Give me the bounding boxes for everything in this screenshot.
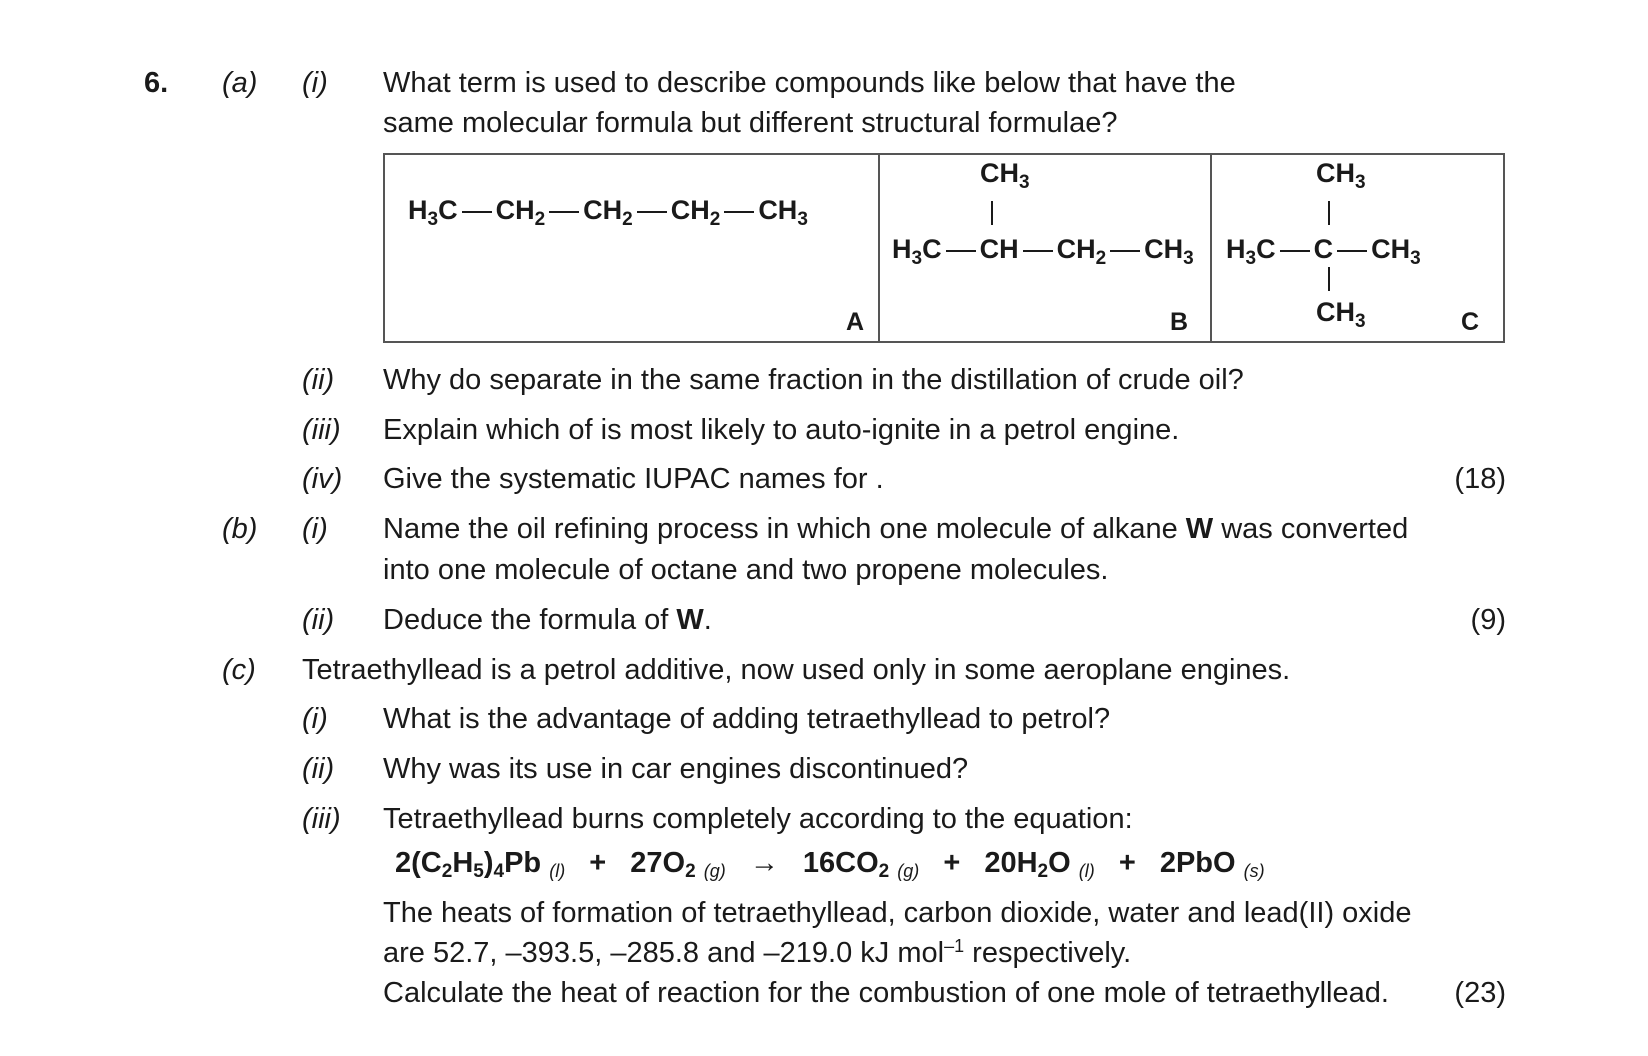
calculate-line: Calculate the heat of reaction for the combustion of one mole of tetraethyllead. [383,977,1389,1009]
heats-line-1: The heats of formation of tetraethyllead, carbon dioxide, water and lead(II) oxide [383,897,1412,929]
structure-b-main-chain: $H_3C$ CH $CH_2$ $CH_3$ [892,234,1194,269]
part-a-iv-label: (iv) [302,463,343,495]
part-a-i-line1: What term is used to describe compounds like below that have the [383,67,1236,99]
part-c-i-label: (i) [302,703,328,735]
part-a-label: (a) [222,67,258,99]
structure-c-bottom-bond [1328,267,1330,291]
structure-c-bottom-methyl: $CH_3$ [1316,297,1366,332]
part-b-ii-label: (ii) [302,604,335,636]
combustion-equation: $2(C_2H_5)_4Pb$ $(l) + 27O_2$ $(g) \to 16CO_2$ $(g) + 20H_2O$ (l) + 2PbO (s) [395,847,1265,882]
structure-c-cell [1211,154,1504,342]
reaction-arrow: → [749,847,779,879]
part-c-marks: (23) [1454,977,1506,1009]
structure-a-formula: $H_3C$ $CH_2$ $CH_2$ $CH_2$ $CH_3$ [408,195,808,230]
part-a-iv-text: Give the systematic IUPAC names for . [383,463,884,495]
part-c-iii-label: (iii) [302,803,341,835]
structure-a-cell [384,154,879,342]
structure-c-main-chain: $H_3C$ C $CH_3$ [1226,234,1421,269]
structure-b-methyl: $CH_3$ [980,158,1030,193]
part-a-iii-text: Explain which of is most likely to auto-ignite in a petrol engine. [383,414,1180,446]
part-c-ii-label: (ii) [302,753,335,785]
structure-c-top-bond [1328,201,1330,225]
part-c-label: (c) [222,654,256,686]
structures-table [383,153,1505,343]
part-c-ii-text: Why was its use in car engines discontinued? [383,753,969,785]
part-a-ii-text: Why do separate in the same fraction in the distillation of crude oil? [383,364,1244,396]
structure-b-cell [879,154,1211,342]
part-b-i-label: (i) [302,513,328,545]
part-a-i-label: (i) [302,67,328,99]
part-a-iii-label: (iii) [302,414,341,446]
part-a-i-line2: same molecular formula but different structural formulae? [383,107,1118,139]
structure-c-top-methyl: $CH_3$ [1316,158,1366,193]
part-c-intro: Tetraethyllead is a petrol additive, now used only in some aeroplane engines. [302,654,1291,686]
heats-line-2: are 52.7, –393.5, –285.8 and –219.0 kJ mol$^{-1}$ respectively. [383,936,1132,969]
part-b-marks: (9) [1470,604,1506,636]
part-b-i-line1: Name the oil refining process in which one molecule of alkane W was converted [383,513,1409,545]
part-a-marks: (18) [1454,463,1506,495]
question-number: 6. [144,67,169,99]
part-c-iii-text: Tetraethyllead burns completely according to the equation: [383,803,1133,835]
structure-a-label: A [845,308,864,336]
part-a-ii-label: (ii) [302,364,335,396]
part-b-label: (b) [222,513,258,545]
structure-c-label: C [1460,308,1479,336]
part-b-ii-text: Deduce the formula of W. [383,604,712,636]
structure-b-label: B [1169,308,1188,336]
structure-b-vertical-bond [991,201,993,225]
part-c-i-text: What is the advantage of adding tetraethyllead to petrol? [383,703,1111,735]
part-b-i-line2: into one molecule of octane and two propene molecules. [383,554,1109,586]
